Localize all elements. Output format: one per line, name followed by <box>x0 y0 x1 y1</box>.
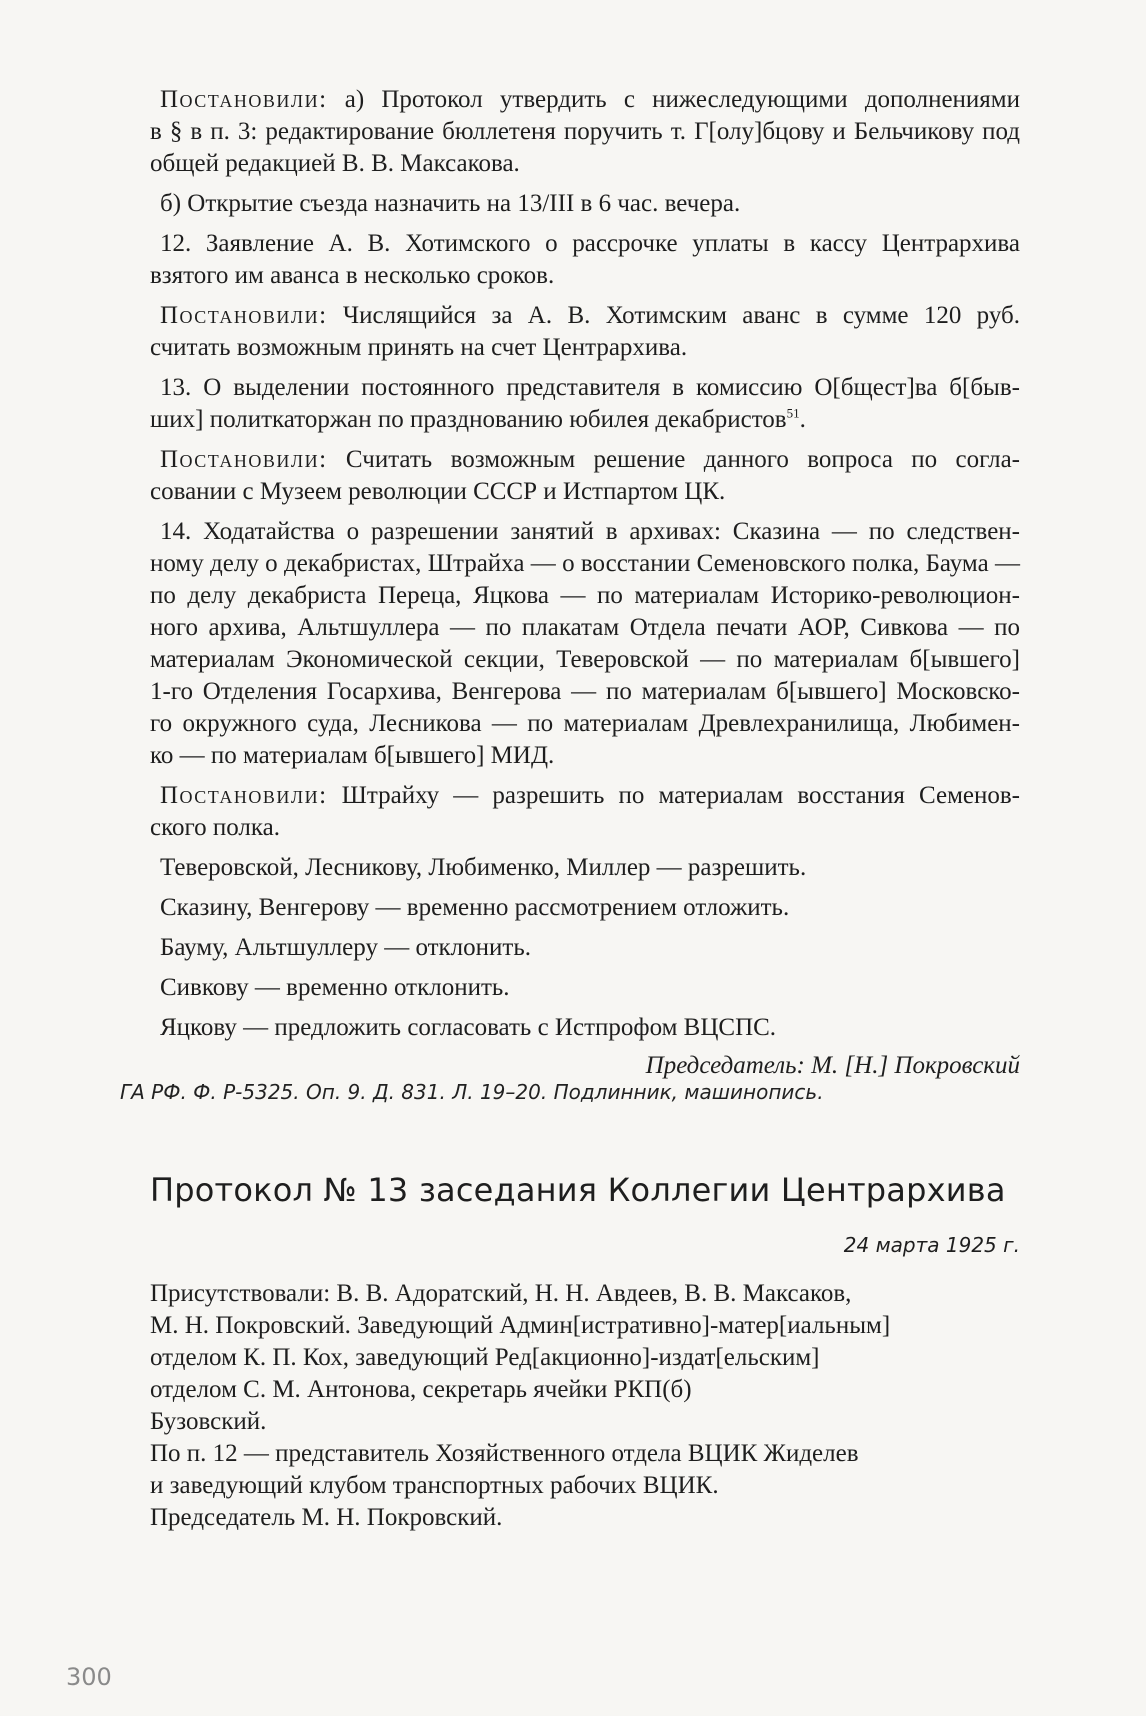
resolved-label: Постановили: <box>160 782 328 809</box>
agenda-item-14: 14. Ходатайства о разрешении занятий в архивах: Сказина — по следствен- <box>160 518 1020 545</box>
page-number: 300 <box>66 1663 112 1691</box>
resolution-item-11-line: общей редакцией В. В. Максакова. <box>150 150 520 177</box>
resolution-item-13-line: совании с Музеем революции СССР и Истпартом ЦК. <box>150 478 726 505</box>
agenda-item-13: 13. О выделении постоянного представителя в комиссию О[бщест]ва б[быв- <box>160 374 1020 401</box>
agenda-item-14-line: ного архива, Альтшуллера — по плакатам Отдела печати АОР, Сивкова — по <box>150 614 1020 641</box>
meeting-chair: Председатель М. Н. Покровский. <box>150 1504 503 1531</box>
resolution-item-13: Постановили: Считать возможным решение данного вопроса по согла- <box>160 446 1020 473</box>
attendees-line: М. Н. Покровский. Заведующий Админ[истративно]-матер[иальным] <box>150 1312 891 1339</box>
agenda-item-14-line: по делу декабриста Переца, Яцкова — по материалам Историко-революцион- <box>150 582 1020 609</box>
resolution-item-12: Постановили: Числящийся за А. В. Хотимским аванс в сумме 120 руб. <box>160 302 1020 329</box>
footnote-marker: 51 <box>786 405 800 421</box>
resolution-item-12-line: считать возможным принять на счет Центрархива. <box>150 334 688 361</box>
resolution-item-14-line: Теверовской, Лесникову, Любименко, Миллер — разрешить. <box>160 854 807 881</box>
section-heading: Протокол № 13 заседания Коллегии Центрархива <box>150 1171 1006 1209</box>
resolved-label: Постановили: <box>160 86 328 113</box>
resolved-label: Постановили: <box>160 446 328 473</box>
resolution-item-14-line: ского полка. <box>150 814 280 841</box>
agenda-item-12-line: взятого им аванса в несколько сроков. <box>150 262 555 289</box>
resolution-item-11: Постановили: а) Протокол утвердить с нижеследующими дополнениями <box>160 86 1020 113</box>
chairman-signature: Председатель: М. [Н.] Покровский <box>645 1052 1020 1079</box>
item12-attendees-line: и заведующий клубом транспортных рабочих ВЦИК. <box>150 1472 719 1499</box>
attendees-line: отделом С. М. Антонова, секретарь ячейки РКП(б) <box>150 1376 692 1403</box>
agenda-item-12: 12. Заявление А. В. Хотимского о рассрочке уплаты в кассу Центрархива <box>160 230 1020 257</box>
resolution-item-14-line: Сивкову — временно отклонить. <box>160 974 510 1001</box>
attendees-line: отделом К. П. Кох, заведующий Ред[акционно]-издат[ельским] <box>150 1344 820 1371</box>
resolved-label: Постановили: <box>160 302 328 329</box>
agenda-item-13-line: ших] политкаторжан по празднованию юбилея декабристов$^{51}$. <box>150 405 806 433</box>
agenda-item-14-line: материалам Экономической секции, Теверовской — по материалам б[ывшего] <box>150 646 1020 673</box>
resolution-item-14-line: Сказину, Венгерову — временно рассмотрением отложить. <box>160 894 790 921</box>
resolution-item-14-line: Яцкову — предложить согласовать с Истпрофом ВЦСПС. <box>160 1014 777 1041</box>
item12-attendees-line: По п. 12 — представитель Хозяйственного отдела ВЦИК Жиделев <box>150 1440 859 1467</box>
resolution-item-11b: б) Открытие съезда назначить на 13/III в 6 час. вечера. <box>160 190 741 217</box>
minutes-continuation <box>150 84 1020 1082</box>
agenda-item-14-line: ному делу о декабристах, Штрайха — о восстании Семеновского полка, Баума — <box>150 550 1020 577</box>
agenda-item-14-line: ко — по материалам б[ывшего] МИД. <box>150 742 555 769</box>
resolution-item-14: Постановили: Штрайху — разрешить по материалам восстания Семенов- <box>160 782 1020 809</box>
attendees-line: Бузовский. <box>150 1408 267 1435</box>
archive-source-note: ГА РФ. Ф. Р-5325. Оп. 9. Д. 831. Л. 19–20. Подлинник, машинопись. <box>120 1080 824 1104</box>
attendees-block <box>150 1278 1020 1534</box>
resolution-item-11-line: в § в п. 3: редактирование бюллетеня поручить т. Г[олу]бцову и Бельчикову под <box>150 118 1020 145</box>
resolution-item-14-line: Бауму, Альтшуллеру — отклонить. <box>160 934 531 961</box>
agenda-item-14-line: го окружного суда, Лесникова — по материалам Древлехранилища, Любимен- <box>150 710 1020 737</box>
attendees-line: Присутствовали: В. В. Адоратский, Н. Н. Авдеев, В. В. Максаков, <box>150 1280 852 1307</box>
meeting-date: 24 марта 1925 г. <box>843 1233 1020 1257</box>
agenda-item-14-line: 1-го Отделения Госархива, Венгерова — по материалам б[ывшего] Московско- <box>150 678 1020 705</box>
